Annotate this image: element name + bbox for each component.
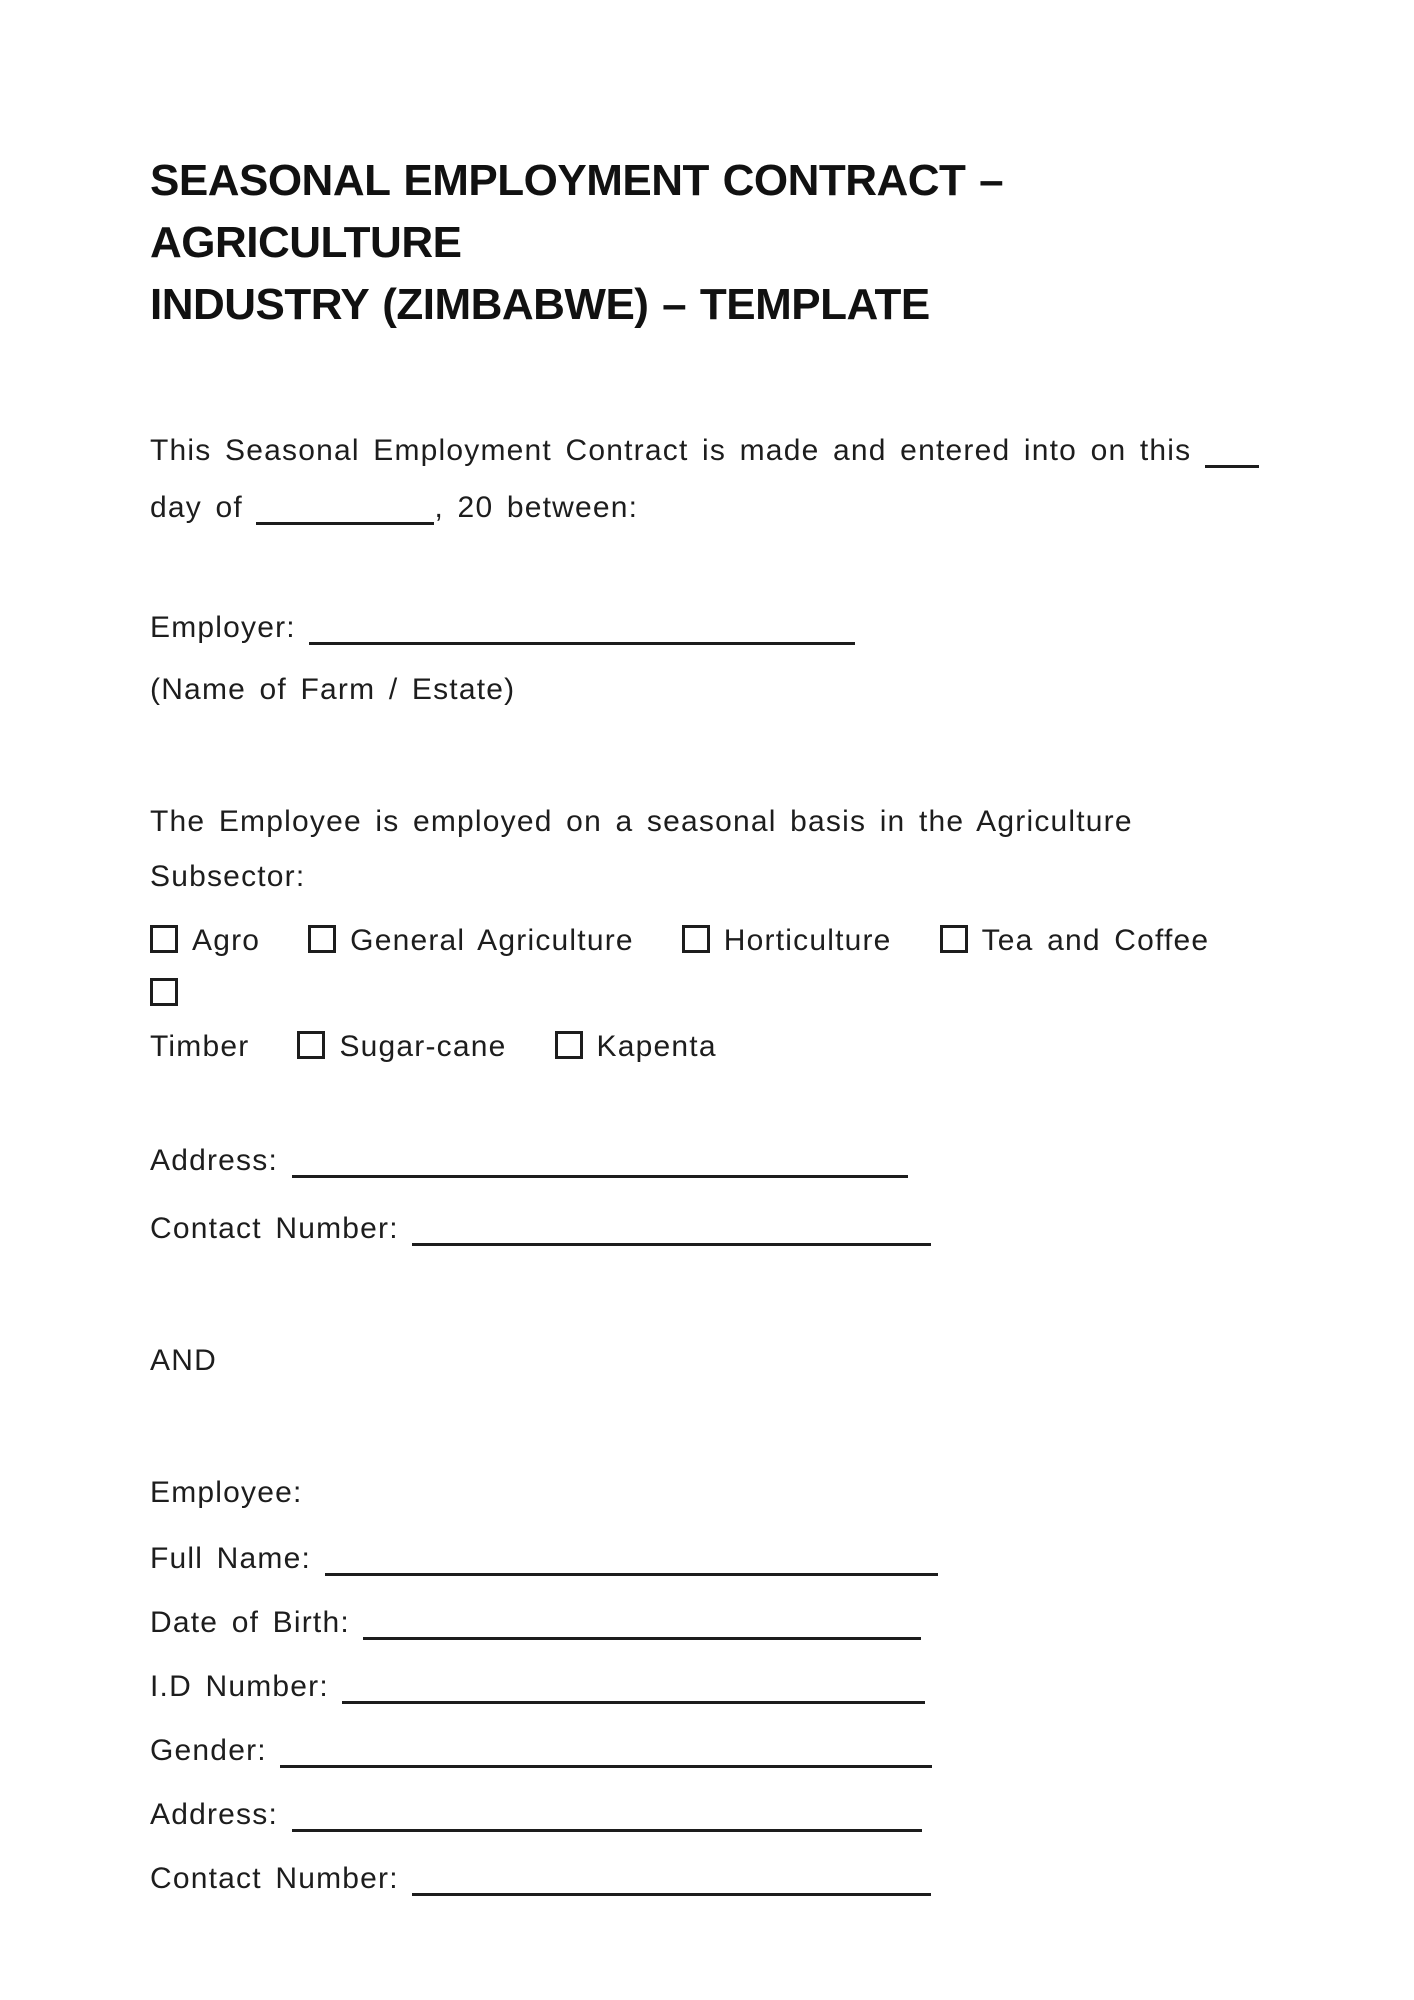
employee-fullname-blank[interactable] [325,1563,938,1576]
document-title-line2: INDUSTRY (ZIMBABWE) – TEMPLATE [150,280,930,329]
employee-dob-label: Date of Birth: [150,1606,350,1639]
employee-idnumber-row [150,1667,1274,1707]
checkbox-agro[interactable] [150,925,178,953]
employee-gender-label: Gender: [150,1734,267,1767]
day-number-blank[interactable] [1205,455,1259,468]
employee-contact-row [150,1859,1274,1899]
option-kapenta-label: Kapenta [596,1030,717,1063]
employee-dob-row [150,1603,1274,1643]
employee-fullname-label: Full Name: [150,1542,312,1575]
employer-address-row [150,1141,1274,1181]
checkbox-kapenta[interactable] [555,1031,583,1059]
subsector-text-line1: The Employee is employed on a seasonal basis in the Agriculture [150,805,1133,838]
employer-contact-row [150,1209,1274,1249]
checkbox-sugar-cane[interactable] [297,1031,325,1059]
employee-gender-row [150,1731,1274,1771]
month-blank[interactable] [256,512,434,525]
employer-label: Employer: [150,611,296,644]
employer-contact-blank[interactable] [412,1233,931,1246]
intro-text-between: , 20 between: [434,491,639,524]
employee-idnumber-blank[interactable] [342,1691,925,1704]
employee-address-row [150,1795,1274,1835]
conjunction-and: AND [150,1344,217,1377]
option-timber-label: Timber [150,1030,250,1063]
option-tea-and-coffee [940,924,1210,957]
employer-contact-label: Contact Number: [150,1212,399,1245]
option-tea-and-coffee-label: Tea and Coffee [981,924,1210,957]
employer-row [150,608,1274,648]
document-title [150,150,1274,336]
employee-idnumber-label: I.D Number: [150,1670,329,1703]
employee-address-label: Address: [150,1798,278,1831]
intro-paragraph [150,422,1274,536]
employee-contact-blank[interactable] [412,1883,931,1896]
option-general-agriculture-label: General Agriculture [350,924,634,957]
employee-gender-blank[interactable] [280,1755,932,1768]
employer-address-label: Address: [150,1144,278,1177]
farm-estate-note: (Name of Farm / Estate) [150,673,516,706]
option-horticulture [682,924,892,957]
checkbox-timber[interactable] [150,978,178,1006]
employee-dob-blank[interactable] [363,1627,921,1640]
subsector-text-line2: Subsector: [150,860,306,893]
option-kapenta [555,1030,717,1063]
employee-fullname-row [150,1539,1274,1579]
employer-name-blank[interactable] [309,632,855,645]
option-agro-label: Agro [192,924,261,957]
option-horticulture-label: Horticulture [723,924,892,957]
checkbox-general-agriculture[interactable] [308,925,336,953]
subsector-options [150,914,1274,1073]
employee-heading: Employee: [150,1476,303,1509]
employer-address-blank[interactable] [292,1165,908,1178]
checkbox-horticulture[interactable] [682,925,710,953]
employee-contact-label: Contact Number: [150,1862,399,1895]
intro-text-line1: This Seasonal Employment Contract is made and entered into on this [150,434,1192,467]
option-agro [150,924,260,957]
checkbox-tea-and-coffee[interactable] [940,925,968,953]
option-general-agriculture [308,924,634,957]
document-title-line1: SEASONAL EMPLOYMENT CONTRACT – AGRICULTURE [150,156,1004,267]
employee-address-blank[interactable] [292,1819,922,1832]
intro-text-day-of: day of [150,491,243,524]
option-sugar-cane-label: Sugar-cane [339,1030,507,1063]
option-sugar-cane [297,1030,506,1063]
subsector-paragraph [150,794,1274,904]
